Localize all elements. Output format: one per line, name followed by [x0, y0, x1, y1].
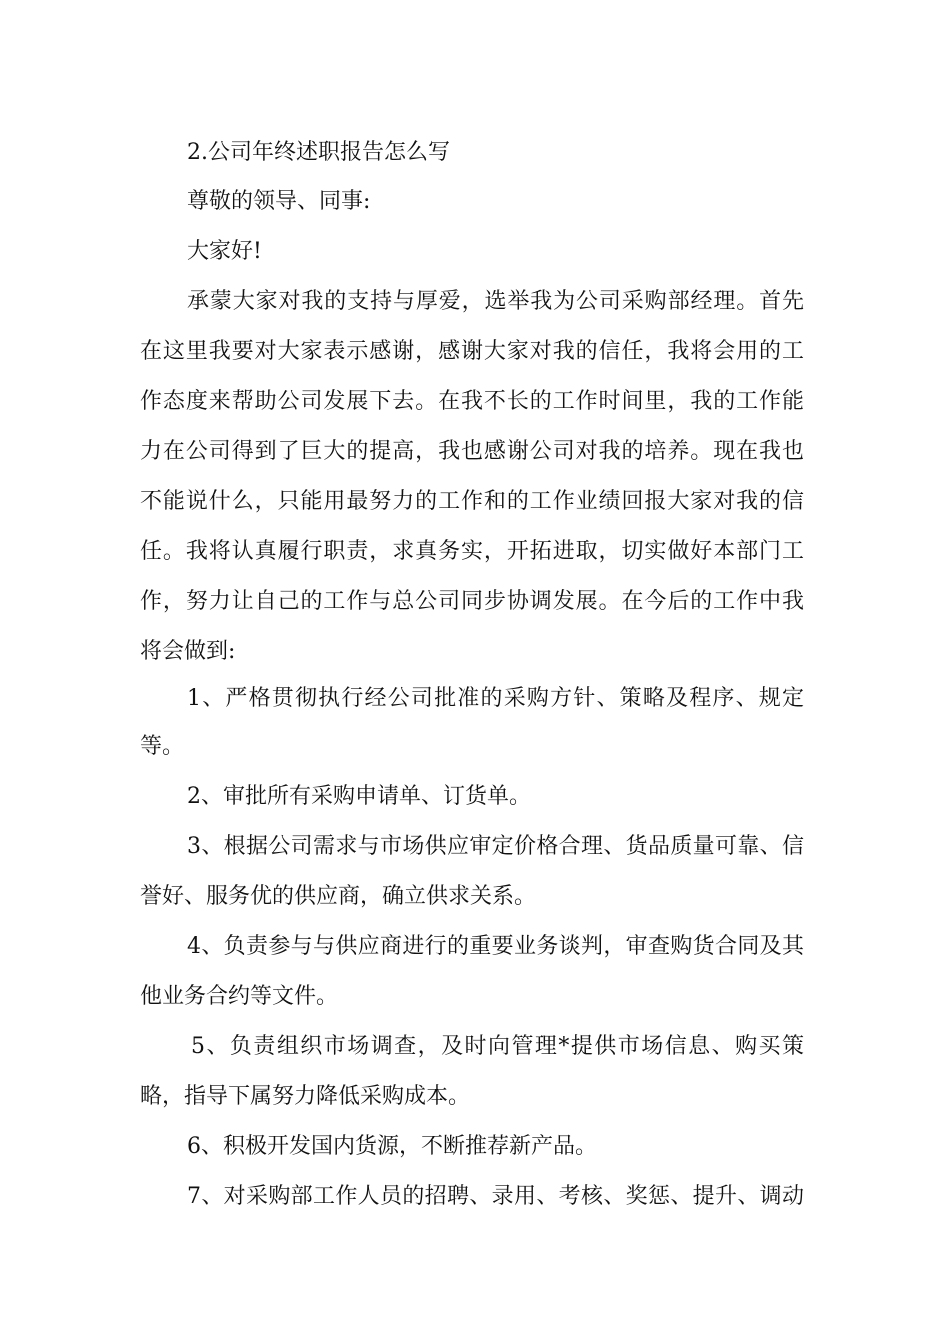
list-item-line: 4、负责参与与供应商进行的重要业务谈判，审查购货合同及其: [187, 934, 804, 959]
paragraph-line: 将会做到:: [140, 639, 236, 664]
list-item-line: 5、负责组织市场调查，及时向管理*提供市场信息、购买策: [191, 1034, 804, 1059]
paragraph-line: 作，努力让自己的工作与总公司同步协调发展。在今后的工作中我: [140, 589, 804, 614]
greeting: 大家好!: [187, 239, 262, 264]
list-item-line: 等。: [140, 734, 185, 759]
list-item-line: 他业务合约等文件。: [140, 984, 339, 1009]
paragraph-line: 任。我将认真履行职责，求真务实，开拓进取，切实做好本部门工: [140, 539, 804, 564]
paragraph-line: 承蒙大家对我的支持与厚爱，选举我为公司采购部经理。首先: [187, 289, 804, 314]
salutation: 尊敬的领导、同事:: [187, 189, 371, 214]
list-item-line: 6、积极开发国内货源，不断推荐新产品。: [187, 1134, 597, 1159]
list-item-line: 2、审批所有采购申请单、订货单。: [187, 784, 531, 809]
list-item-line: 略，指导下属努力降低采购成本。: [140, 1084, 471, 1109]
list-item-line: 3、根据公司需求与市场供应审定价格合理、货品质量可靠、信: [187, 834, 804, 859]
paragraph-line: 力在公司得到了巨大的提高，我也感谢公司对我的培养。现在我也: [140, 439, 804, 464]
list-item-line: 誉好、服务优的供应商，确立供求关系。: [140, 884, 537, 909]
list-item-line: 7、对采购部工作人员的招聘、录用、考核、奖惩、提升、调动: [187, 1184, 804, 1209]
paragraph-line: 在这里我要对大家表示感谢，感谢大家对我的信任，我将会用的工: [140, 339, 804, 364]
paragraph-line: 作态度来帮助公司发展下去。在我不长的工作时间里，我的工作能: [140, 389, 804, 414]
paragraph-line: 不能说什么，只能用最努力的工作和的工作业绩回报大家对我的信: [140, 489, 804, 514]
list-item-line: 1、严格贯彻执行经公司批准的采购方针、策略及程序、规定: [187, 686, 804, 711]
document-heading: 2.公司年终述职报告怎么写: [187, 140, 450, 165]
